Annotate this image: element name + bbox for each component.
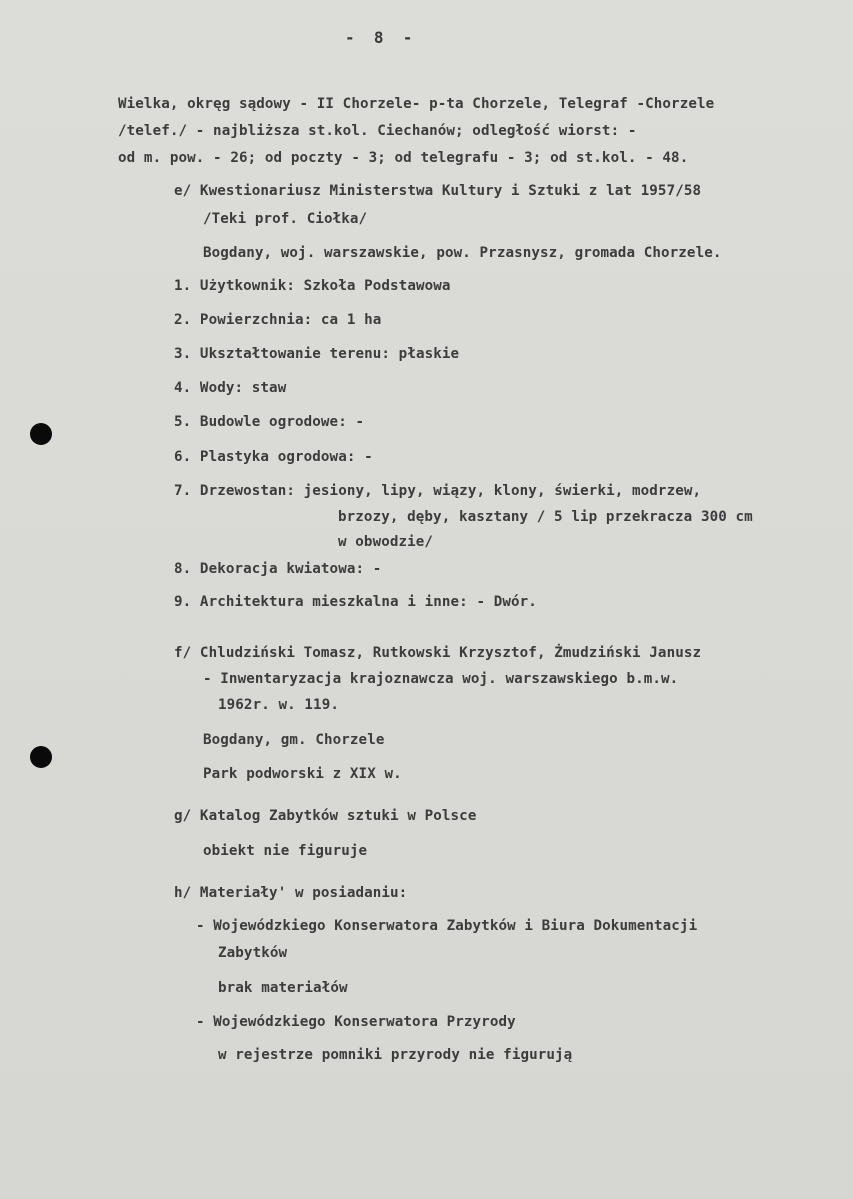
text-line: e/ Kwestionariusz Ministerstwa Kultury i Sztuki z lat 1957/58 (174, 183, 702, 199)
page-number: - 8 - (345, 28, 413, 47)
text-line: Bogdany, gm. Chorzele (203, 732, 385, 748)
text-line: 8. Dekoracja kwiatowa: - (174, 561, 382, 577)
text-line: - Wojewódzkiego Konserwatora Zabytków i Biura Dokumentacji (196, 918, 698, 934)
text-line: /Teki prof. Ciołka/ (203, 211, 368, 227)
text-line: - Inwentaryzacja krajoznawcza woj. warszawskiego b.m.w. (203, 671, 679, 687)
text-line: 2. Powierzchnia: ca 1 ha (174, 312, 382, 328)
text-line: 3. Ukształtowanie terenu: płaskie (174, 346, 460, 362)
text-line: 6. Plastyka ogrodowa: - (174, 449, 373, 465)
text-line: h/ Materiały' w posiadaniu: (174, 885, 408, 901)
punch-hole-top (30, 423, 52, 445)
text-line: 7. Drzewostan: jesiony, lipy, wiązy, klony, świerki, modrzew, (174, 483, 702, 499)
punch-hole-bottom (30, 746, 52, 768)
text-line: 1962r. w. 119. (218, 697, 339, 713)
text-line: Wielka, okręg sądowy - II Chorzele- p-ta Chorzele, Telegraf -Chorzele (118, 96, 715, 112)
text-line: f/ Chludziński Tomasz, Rutkowski Krzysztof, Żmudziński Janusz (174, 645, 702, 661)
text-line: 5. Budowle ogrodowe: - (174, 414, 365, 430)
text-line: g/ Katalog Zabytków sztuki w Polsce (174, 808, 477, 824)
text-line: Park podworski z XIX w. (203, 766, 402, 782)
text-line: w rejestrze pomniki przyrody nie figurują (218, 1047, 573, 1063)
text-line: Zabytków (218, 945, 288, 961)
text-line: 4. Wody: staw (174, 380, 287, 396)
text-line: od m. pow. - 26; od poczty - 3; od telegrafu - 3; od st.kol. - 48. (118, 150, 689, 166)
text-line: obiekt nie figuruje (203, 843, 368, 859)
text-line: 1. Użytkownik: Szkoła Podstawowa (174, 278, 451, 294)
text-line: Bogdany, woj. warszawskie, pow. Przasnysz, gromada Chorzele. (203, 245, 722, 261)
text-line: w obwodzie/ (338, 534, 434, 550)
text-line: /telef./ - najbliższa st.kol. Ciechanów; odległość wiorst: - (118, 123, 637, 139)
text-line: - Wojewódzkiego Konserwatora Przyrody (196, 1014, 516, 1030)
text-line: 9. Architektura mieszkalna i inne: - Dwór. (174, 594, 537, 610)
text-line: brak materiałów (218, 980, 348, 996)
text-line: brzozy, dęby, kasztany / 5 lip przekracza 300 cm (338, 509, 753, 525)
